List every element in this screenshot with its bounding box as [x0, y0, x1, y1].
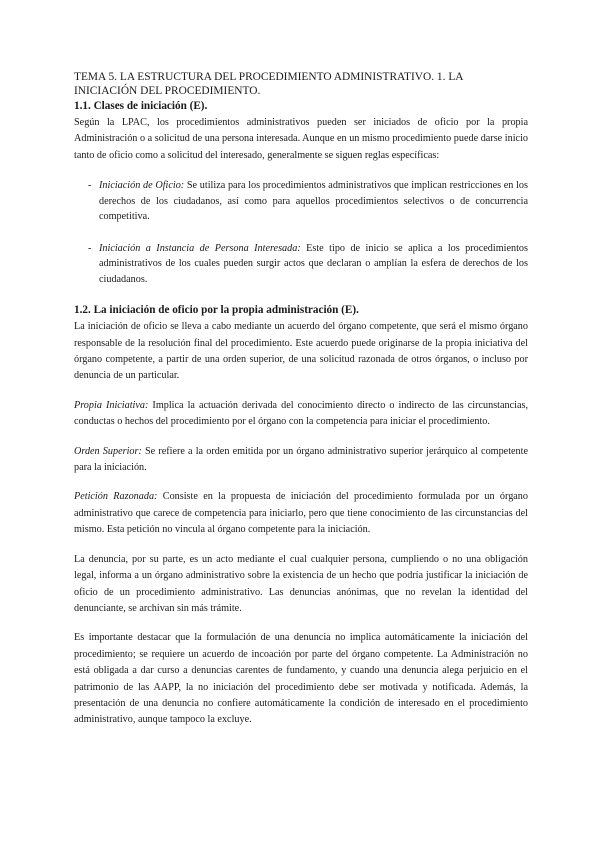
term-label: Petición Razonada:: [74, 491, 158, 503]
orden-superior-paragraph: [74, 444, 528, 477]
section-heading-1-1: 1.1. Clases de iniciación (E).: [74, 100, 208, 112]
term-description: Implica la actuación derivada del conocimiento directo o indirecto de las circunstancias, conductas o hechos del procedimiento por el órgano con la competencia para iniciar el procedimiento.: [74, 399, 528, 428]
term-label: Orden Superior:: [74, 445, 142, 457]
document-title: TEMA 5. LA ESTRUCTURA DEL PROCEDIMIENTO ADMINISTRATIVO. 1. LA INICIACIÓN DEL PROCEDIMIENTO.: [74, 71, 463, 97]
propia-iniciativa-paragraph: [74, 398, 528, 431]
list-item: [74, 178, 528, 225]
term-label: Iniciación a Instancia de Persona Interesada:: [99, 242, 301, 254]
initiation-types-list: [74, 178, 528, 287]
list-item-text: [99, 178, 528, 225]
term-description: Se refiere a la orden emitida por un órgano administrativo superior jerárquico al competente para la iniciación.: [74, 445, 529, 474]
term-description: Se utiliza para los procedimientos administrativos que implican restricciones en los derechos de los ciudadanos, así como para aquellos procedimientos selectivos o de concurrencia competitiva.: [99, 180, 528, 223]
peticion-razonada-paragraph: [74, 489, 528, 538]
section-heading-1-2: 1.2. La iniciación de oficio por la propia administración (E).: [74, 304, 359, 317]
list-item-text: [99, 241, 528, 288]
bullet-dash: -: [88, 242, 92, 254]
term-description: Este tipo de inicio se aplica a los procedimientos administrativos de los cuales pueden surgir actos que declaran o amplían la esfera de derechos de los ciudadanos.: [99, 242, 528, 285]
term-label: Propia Iniciativa:: [74, 399, 149, 411]
section-1-2-intro: La iniciación de oficio se lleva a cabo mediante un acuerdo del órgano competente, que será el mismo órgano responsable de la resolución final del procedimiento. Este acuerdo puede originarse de la propia iniciativa del órgano competente, a partir de una orden superior, de una solicitud razonada de otros órganos, o incluso por denuncia de un particular.: [74, 321, 528, 382]
term-description: Consiste en la propuesta de iniciación del procedimiento formulada por un órgano administrativo que carece de competencia para iniciarlo, pero que tiene conocimiento de las circunstancias del mismo. Esta petición no vincula al órgano competente para la iniciación.: [74, 491, 528, 536]
importante-paragraph: Es importante destacar que la formulación de una denuncia no implica automáticamente la iniciación del procedimiento; se requiere un acuerdo de incoación por parte del órgano competente. La Administración no está obligada a dar curso a denuncias carentes de fundamento, y cuando una denuncia alega perjuicio en el patrimonio de las AAPP, la no iniciación del procedimiento debe ser motivada y notificada. Además, la presentación de una denuncia no confiere automáticamente la condición de interesado en el procedimiento administrativo, aunque tampoco la excluye.: [74, 632, 528, 726]
list-item: [74, 241, 528, 288]
term-label: Iniciación de Oficio:: [99, 180, 185, 192]
bullet-dash: -: [88, 180, 92, 192]
section-1-1-intro: Según la LPAC, los procedimientos administrativos pueden ser iniciados de oficio por la propia Administración o a solicitud de una persona interesada. Aunque en un mismo procedimiento puede darse inicio tanto de oficio como a solicitud del interesado, generalmente se siguen reglas específicas:: [74, 117, 528, 161]
denuncia-paragraph: La denuncia, por su parte, es un acto mediante el cual cualquier persona, cumpliendo o no una obligación legal, informa a un órgano administrativo sobre la existencia de un hecho que podría justificar la iniciación de oficio de un procedimiento administrativo. Las denuncias anónimas, que no revelan la identidad del denunciante, se archivan sin más trámite.: [74, 553, 528, 614]
